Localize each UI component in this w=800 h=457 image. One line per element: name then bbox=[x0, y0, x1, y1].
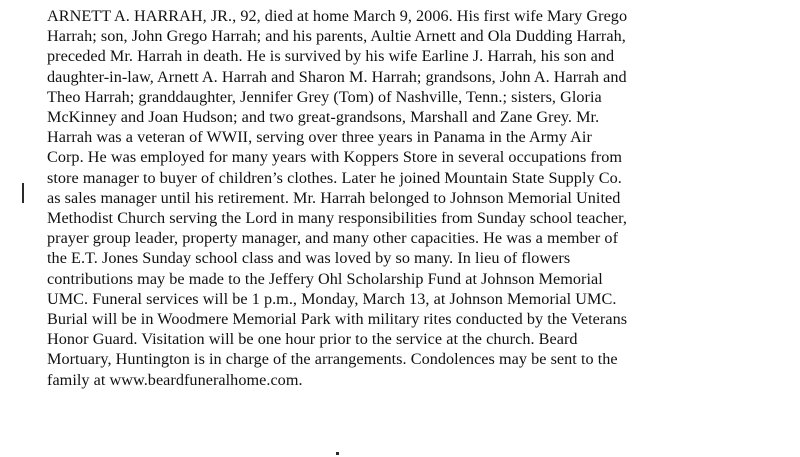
obituary-line: ARNETT A. HARRAH, JR., 92, died at home March 9, 2006. His first wife Mary Grego bbox=[47, 7, 628, 25]
obituary-line: the E.T. Jones Sunday school class and was loved by so many. In lieu of flowers bbox=[47, 249, 571, 268]
obituary-line: Harrah was a veteran of WWII, serving over three years in Panama in the Army Air bbox=[47, 128, 592, 147]
obituary-line: as sales manager until his retirement. Mr. Harrah belonged to Johnson Memorial United bbox=[47, 188, 621, 207]
obituary-line: prayer group leader, property manager, and many other capacities. He was a member of bbox=[47, 229, 619, 248]
obituary-line: Harrah; son, John Grego Harrah; and his parents, Aultie Arnett and Ola Dudding Harrah, bbox=[47, 27, 626, 46]
obituary-text bbox=[47, 6, 787, 390]
obituary-line: UMC. Funeral services will be 1 p.m., Monday, March 13, at Johnson Memorial UMC. bbox=[47, 289, 617, 308]
obituary-line: daughter-in-law, Arnett A. Harrah and Sharon M. Harrah; grandsons, John A. Harrah and bbox=[47, 67, 627, 86]
obituary-line: store manager to buyer of children’s clothes. Later he joined Mountain State Supply Co. bbox=[47, 168, 622, 187]
obituary-line: family at www.beardfuneralhome.com. bbox=[47, 370, 303, 389]
obituary-line: Theo Harrah; granddaughter, Jennifer Grey (Tom) of Nashville, Tenn.; sisters, Gloria bbox=[47, 87, 602, 106]
scan-margin-mark bbox=[22, 183, 24, 203]
obituary-line: preceded Mr. Harrah in death. He is survived by his wife Earline J. Harrah, his son and bbox=[47, 47, 615, 66]
obituary-line: Honor Guard. Visitation will be one hour prior to the service at the church. Beard bbox=[47, 330, 578, 349]
scan-speck bbox=[336, 452, 339, 455]
obituary-line: contributions may be made to the Jeffery Ohl Scholarship Fund at Johnson Memorial bbox=[47, 269, 603, 288]
obituary-line: Mortuary, Huntington is in charge of the arrangements. Condolences may be sent to the bbox=[47, 350, 618, 369]
obituary-line: Methodist Church serving the Lord in many responsibilities from Sunday school teacher, bbox=[47, 209, 627, 228]
obituary-line: McKinney and Joan Hudson; and two great-grandsons, Marshall and Zane Grey. Mr. bbox=[47, 108, 600, 127]
obituary-line: Corp. He was employed for many years with Koppers Store in several occupations from bbox=[47, 148, 623, 167]
obituary-line: Burial will be in Woodmere Memorial Park with military rites conducted by the Veterans bbox=[47, 310, 628, 329]
